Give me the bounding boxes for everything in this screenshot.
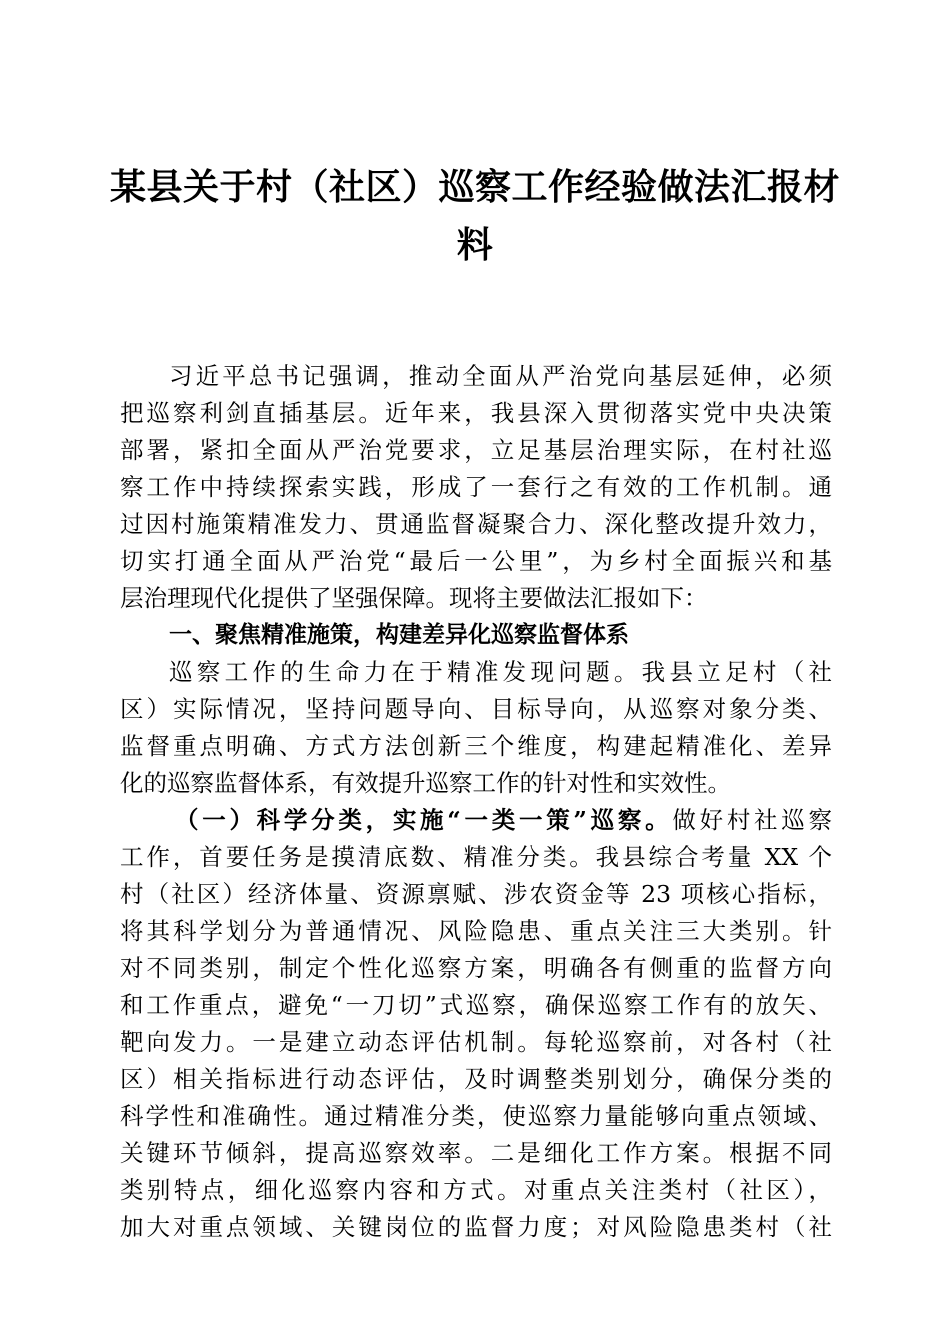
subsection-1-line: 和工作重点，避免“一刀切”式巡察，确保巡察工作有的放矢、 — [120, 991, 832, 1019]
subsection-1-line: 工作，首要任务是摸清底数、精准分类。我县综合考量 XX 个 — [120, 843, 832, 871]
section-1-line: 区）实际情况，坚持问题导向、目标导向，从巡察对象分类、 — [120, 695, 832, 723]
subsection-1-line: 科学性和准确性。通过精准分类，使巡察力量能够向重点领域、 — [120, 1102, 832, 1130]
subsection-1-line: 加大对重点领域、关键岗位的监督力度；对风险隐患类村（社 — [120, 1213, 832, 1241]
title-line-1: 某县关于村（社区）巡察工作经验做法汇报材 — [110, 166, 841, 208]
intro-line: 过因村施策精准发力、贯通监督凝聚合力、深化整改提升效力， — [120, 510, 832, 538]
intro-line: 察工作中持续探索实践，形成了一套行之有效的工作机制。通 — [120, 473, 832, 501]
subsection-1-first-line — [120, 802, 832, 839]
intro-line: 切实打通全面从严治党“最后一公里”，为乡村全面振兴和基 — [120, 547, 832, 575]
document-title — [110, 158, 840, 274]
subsection-1-first-rest: 做好村社巡察 — [672, 806, 832, 834]
subsection-1-line: 类别特点，细化巡察内容和方式。对重点关注类村（社区）， — [120, 1176, 832, 1204]
section-1-line: 化的巡察监督体系，有效提升巡察工作的针对性和实效性。 — [120, 769, 731, 797]
section-1-line: 监督重点明确、方式方法创新三个维度，构建起精准化、差异 — [120, 732, 832, 760]
subsection-1-line: 将其科学划分为普通情况、风险隐患、重点关注三大类别。针 — [120, 917, 832, 945]
subsection-1-line: 村（社区）经济体量、资源禀赋、涉农资金等 23 项核心指标， — [120, 880, 832, 908]
intro-line: 把巡察利剑直插基层。近年来，我县深入贯彻落实党中央决策 — [120, 399, 832, 427]
subsection-1-heading: （一）科学分类，实施“一类一策”巡察。 — [175, 806, 673, 834]
intro-line: 习近平总书记强调，推动全面从严治党向基层延伸，必须 — [169, 362, 832, 390]
subsection-1-line: 关键环节倾斜，提高巡察效率。二是细化工作方案。根据不同 — [120, 1139, 832, 1167]
section-1-line: 巡察工作的生命力在于精准发现问题。我县立足村（社 — [169, 658, 832, 686]
title-line-2: 料 — [456, 224, 494, 266]
document-body — [120, 358, 832, 1246]
subsection-1-line: 区）相关指标进行动态评估，及时调整类别划分，确保分类的 — [120, 1065, 832, 1093]
intro-line: 层治理现代化提供了坚强保障。现将主要做法汇报如下： — [120, 584, 708, 612]
section-1-heading: 一、聚焦精准施策，构建差异化巡察监督体系 — [169, 622, 629, 648]
subsection-1-line: 对不同类别，制定个性化巡察方案，明确各有侧重的监督方向 — [120, 954, 832, 982]
intro-line: 部署，紧扣全面从严治党要求，立足基层治理实际，在村社巡 — [120, 436, 832, 464]
subsection-1-line: 靶向发力。一是建立动态评估机制。每轮巡察前，对各村（社 — [120, 1028, 832, 1056]
